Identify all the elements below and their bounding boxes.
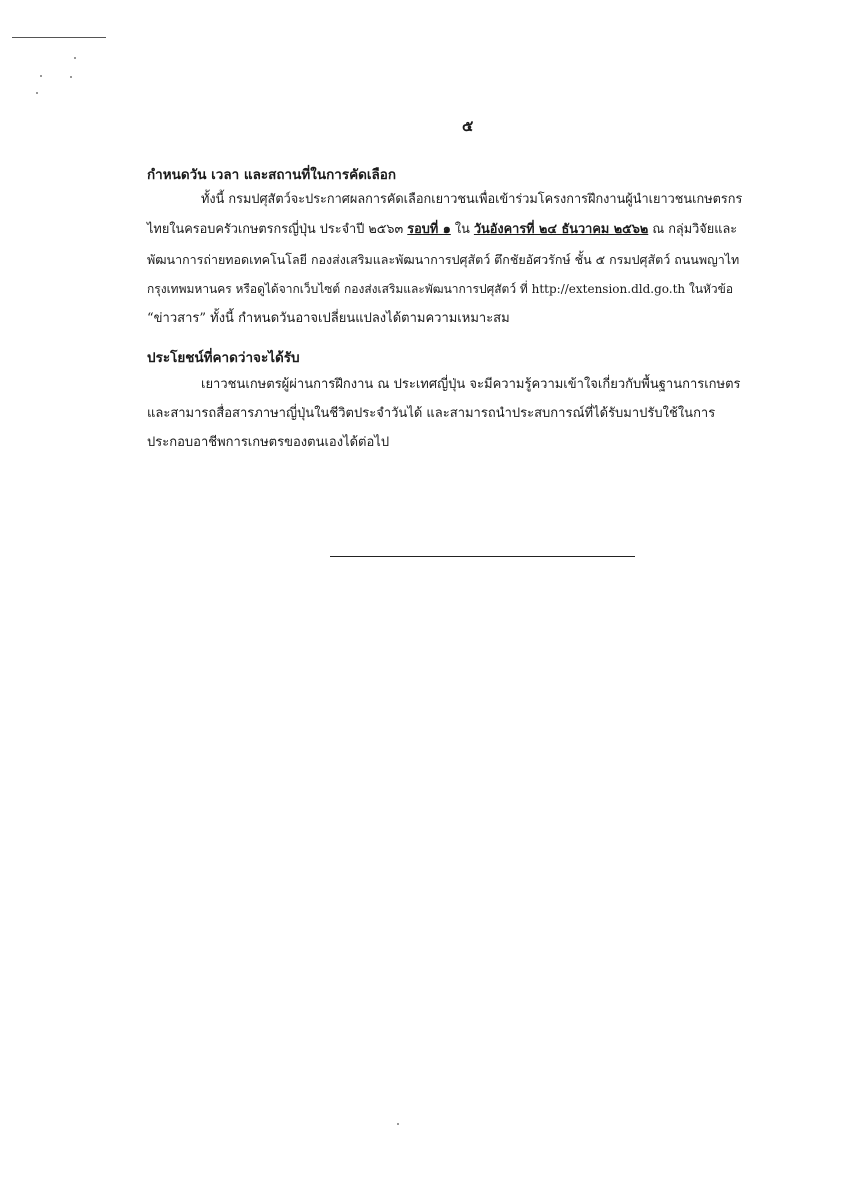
scan-speck (70, 76, 72, 78)
scan-speck (36, 92, 38, 94)
event-date: วันอังคารที่ ๒๔ ธันวาคม ๒๕๖๒ (473, 222, 649, 237)
scan-speck (397, 1123, 399, 1125)
paragraph-line: และสามารถสื่อสารภาษาญี่ปุ่นในชีวิตประจำวันได้ และสามารถนำประสบการณ์ที่ได้รับมาปรับใช้ในการ (147, 406, 716, 421)
paragraph-line: กรุงเทพมหานคร หรือดูได้จากเว็บไซต์ กองส่งเสริมและพัฒนาการปศุสัตว์ ที่ http://extension.dld.go.th ในหัวข้อ (147, 282, 734, 296)
section-heading-benefits: ประโยชน์ที่คาดว่าจะได้รับ (147, 350, 300, 366)
paragraph-line: ประกอบอาชีพการเกษตรของตนเองได้ต่อไป (147, 435, 390, 450)
scan-speck (74, 57, 76, 59)
text-run: ใน (450, 222, 474, 237)
paragraph-line: ทั้งนี้ กรมปศุสัตว์จะประกาศผลการคัดเลือกเยาวชนเพื่อเข้าร่วมโครงการฝึกงานผู้นำเยาวชนเกษตรกร (201, 192, 743, 207)
scan-speck (40, 75, 42, 77)
text-run: ไทยในครอบครัวเกษตรกรญี่ปุ่น ประจำปี ๒๕๖๓ (147, 222, 408, 237)
paragraph-line (147, 224, 737, 237)
section-heading-schedule: กำหนดวัน เวลา และสถานที่ในการคัดเลือก (147, 167, 397, 183)
paragraph-line: “ข่าวสาร” ทั้งนี้ กำหนดวันอาจเปลี่ยนแปลงได้ตามความเหมาะสม (147, 311, 510, 326)
scan-artifact-line (12, 37, 106, 38)
paragraph-line: เยาวชนเกษตรผู้ผ่านการฝึกงาน ณ ประเทศญี่ปุ่น จะมีความรู้ความเข้าใจเกี่ยวกับพื้นฐานการเกษตร (201, 377, 741, 392)
page-number: ๕ (462, 117, 474, 135)
paragraph-line: พัฒนาการถ่ายทอดเทคโนโลยี กองส่งเสริมและพัฒนาการปศุสัตว์ ตึกชัยอัศวรักษ์ ชั้น ๕ กรมปศุสัตว์ ถนนพญาไท (147, 252, 740, 267)
round-label: รอบที่ ๑ (407, 222, 451, 237)
text-run: ณ กลุ่มวิจัยและ (648, 222, 738, 237)
end-of-document-rule (330, 556, 635, 557)
